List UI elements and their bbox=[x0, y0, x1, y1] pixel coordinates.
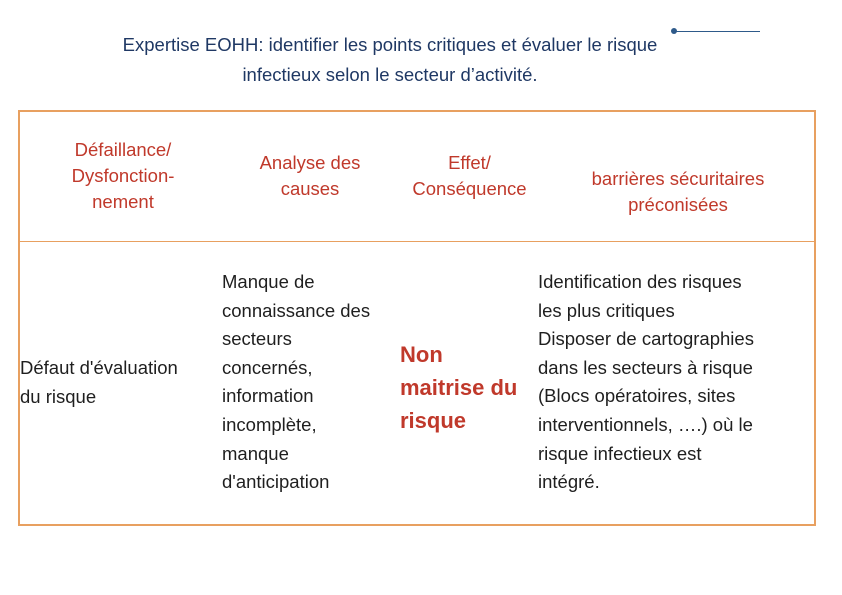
header-effect-line: Conséquence bbox=[412, 178, 527, 199]
header-barriers-line: barrières sécuritaires bbox=[591, 168, 765, 189]
cell-causes-line: connaissance des bbox=[222, 299, 371, 321]
cell-causes-line: information bbox=[222, 385, 314, 407]
header-barriers bbox=[558, 166, 798, 218]
cell-effect-line: Non bbox=[400, 342, 443, 367]
header-causes-line: causes bbox=[280, 178, 340, 199]
header-failure bbox=[38, 137, 208, 215]
cell-causes-line: manque bbox=[222, 442, 289, 464]
cell-barriers-line: les plus critiques bbox=[538, 299, 675, 321]
cell-effect-line: maitrise du bbox=[400, 375, 518, 400]
cell-effect bbox=[400, 338, 540, 437]
header-failure-line: Défaillance/ bbox=[74, 139, 172, 160]
header-failure-line: nement bbox=[92, 191, 154, 212]
cell-causes-line: Manque de bbox=[222, 271, 315, 292]
cell-causes-line: concernés, bbox=[222, 356, 313, 378]
decorative-line bbox=[674, 31, 760, 32]
cell-barriers-line: (Blocs opératoires, sites bbox=[538, 385, 736, 407]
title-line-2: infectieux selon le secteur d’activité. bbox=[242, 64, 538, 85]
cell-barriers-line: interventionnels, ….) où le bbox=[538, 413, 753, 435]
header-failure-line: Dysfonction- bbox=[71, 165, 175, 186]
decorative-dot bbox=[671, 28, 677, 34]
cell-barriers bbox=[538, 268, 813, 497]
cell-barriers-line: dans les secteurs à risque bbox=[538, 356, 753, 378]
cell-causes-line: secteurs bbox=[222, 328, 292, 350]
header-barriers-line: préconisées bbox=[628, 194, 728, 215]
cell-effect-line: risque bbox=[400, 408, 467, 433]
title-line-1: Expertise EOHH: identifier les points critiques et évaluer le risque bbox=[122, 34, 658, 55]
cell-barriers-line: risque infectieux est bbox=[538, 442, 702, 464]
cell-causes-line: d'anticipation bbox=[222, 471, 330, 493]
header-causes-line: Analyse des bbox=[259, 152, 361, 173]
header-effect-line: Effet/ bbox=[448, 152, 491, 173]
cell-barriers-line: Disposer de cartographies bbox=[538, 328, 754, 350]
cell-failure bbox=[20, 354, 220, 411]
cell-causes bbox=[222, 268, 402, 497]
header-causes bbox=[230, 150, 390, 202]
cell-causes-line: incomplète, bbox=[222, 413, 317, 435]
table-row-divider bbox=[18, 241, 816, 242]
header-effect bbox=[392, 150, 547, 202]
page-title bbox=[0, 30, 780, 90]
cell-barriers-line: intégré. bbox=[538, 471, 600, 493]
cell-barriers-line: Identification des risques bbox=[538, 271, 742, 292]
cell-failure-line: Défaut d'évaluation bbox=[20, 357, 178, 378]
cell-failure-line: du risque bbox=[20, 385, 97, 407]
